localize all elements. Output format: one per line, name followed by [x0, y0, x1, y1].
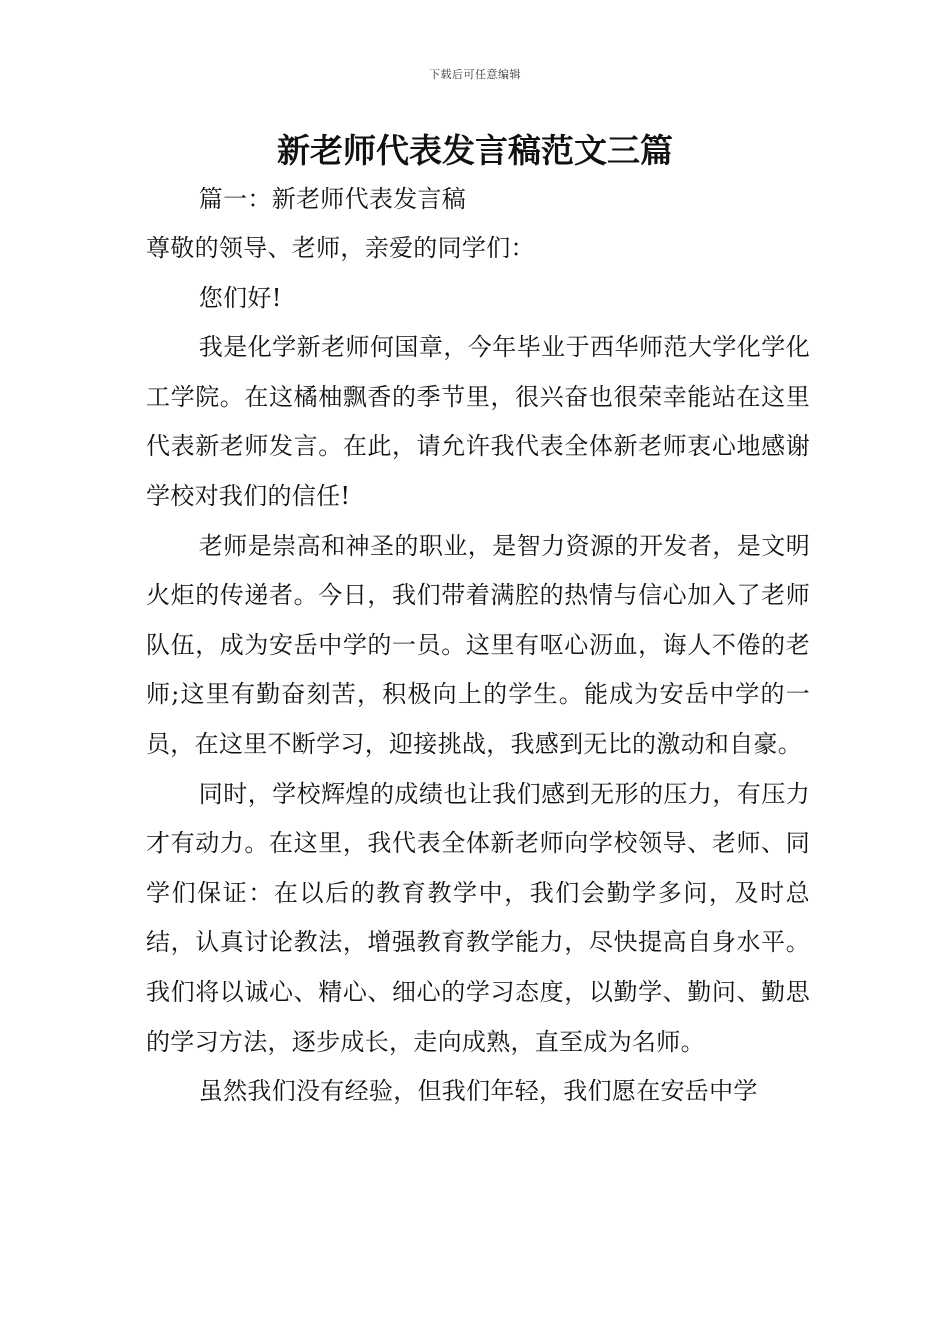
- header-note: 下载后可任意编辑: [429, 68, 521, 81]
- paragraph: 老师是崇高和神圣的职业，是智力资源的开发者，是文明火炬的传递者。今日，我们带着满腔的热情与信心加入了老师队伍，成为安岳中学的一员。这里有呕心沥血，诲人不倦的老师;这里有勤奋刻苦，积极向上的学生。能成为安岳中学的一员，在这里不断学习，迎接挑战，我感到无比的激动和自豪。: [146, 531, 810, 758]
- paragraph: 同时，学校辉煌的成绩也让我们感到无形的压力，有压力才有动力。在这里，我代表全体新老师向学校领导、老师、同学们保证：在以后的教育教学中，我们会勤学多问，及时总结，认真讨论教法，增强教育教学能力，尽快提高自身水平。我们将以诚心、精心、细心的学习态度，以勤学、勤问、勤思的学习方法，逐步成长，走向成熟，直至成为名师。: [146, 779, 810, 1056]
- paragraph: 虽然我们没有经验，但我们年轻，我们愿在安岳中学: [198, 1077, 758, 1106]
- salutation: 尊敬的领导、老师，亲爱的同学们：: [146, 234, 535, 262]
- document-body: [146, 180, 810, 1117]
- greeting: 您们好!: [198, 283, 282, 312]
- section-heading: 篇一：新老师代表发言稿: [198, 185, 467, 213]
- paragraph: 我是化学新老师何国章，今年毕业于西华师范大学化学化工学院。在这橘柚飘香的季节里，很兴奋也很荣幸能站在这里代表新老师发言。在此，请允许我代表全体新老师衷心地感谢学校对我们的信任!: [146, 333, 810, 510]
- document-title: 新老师代表发言稿范文三篇: [277, 131, 673, 170]
